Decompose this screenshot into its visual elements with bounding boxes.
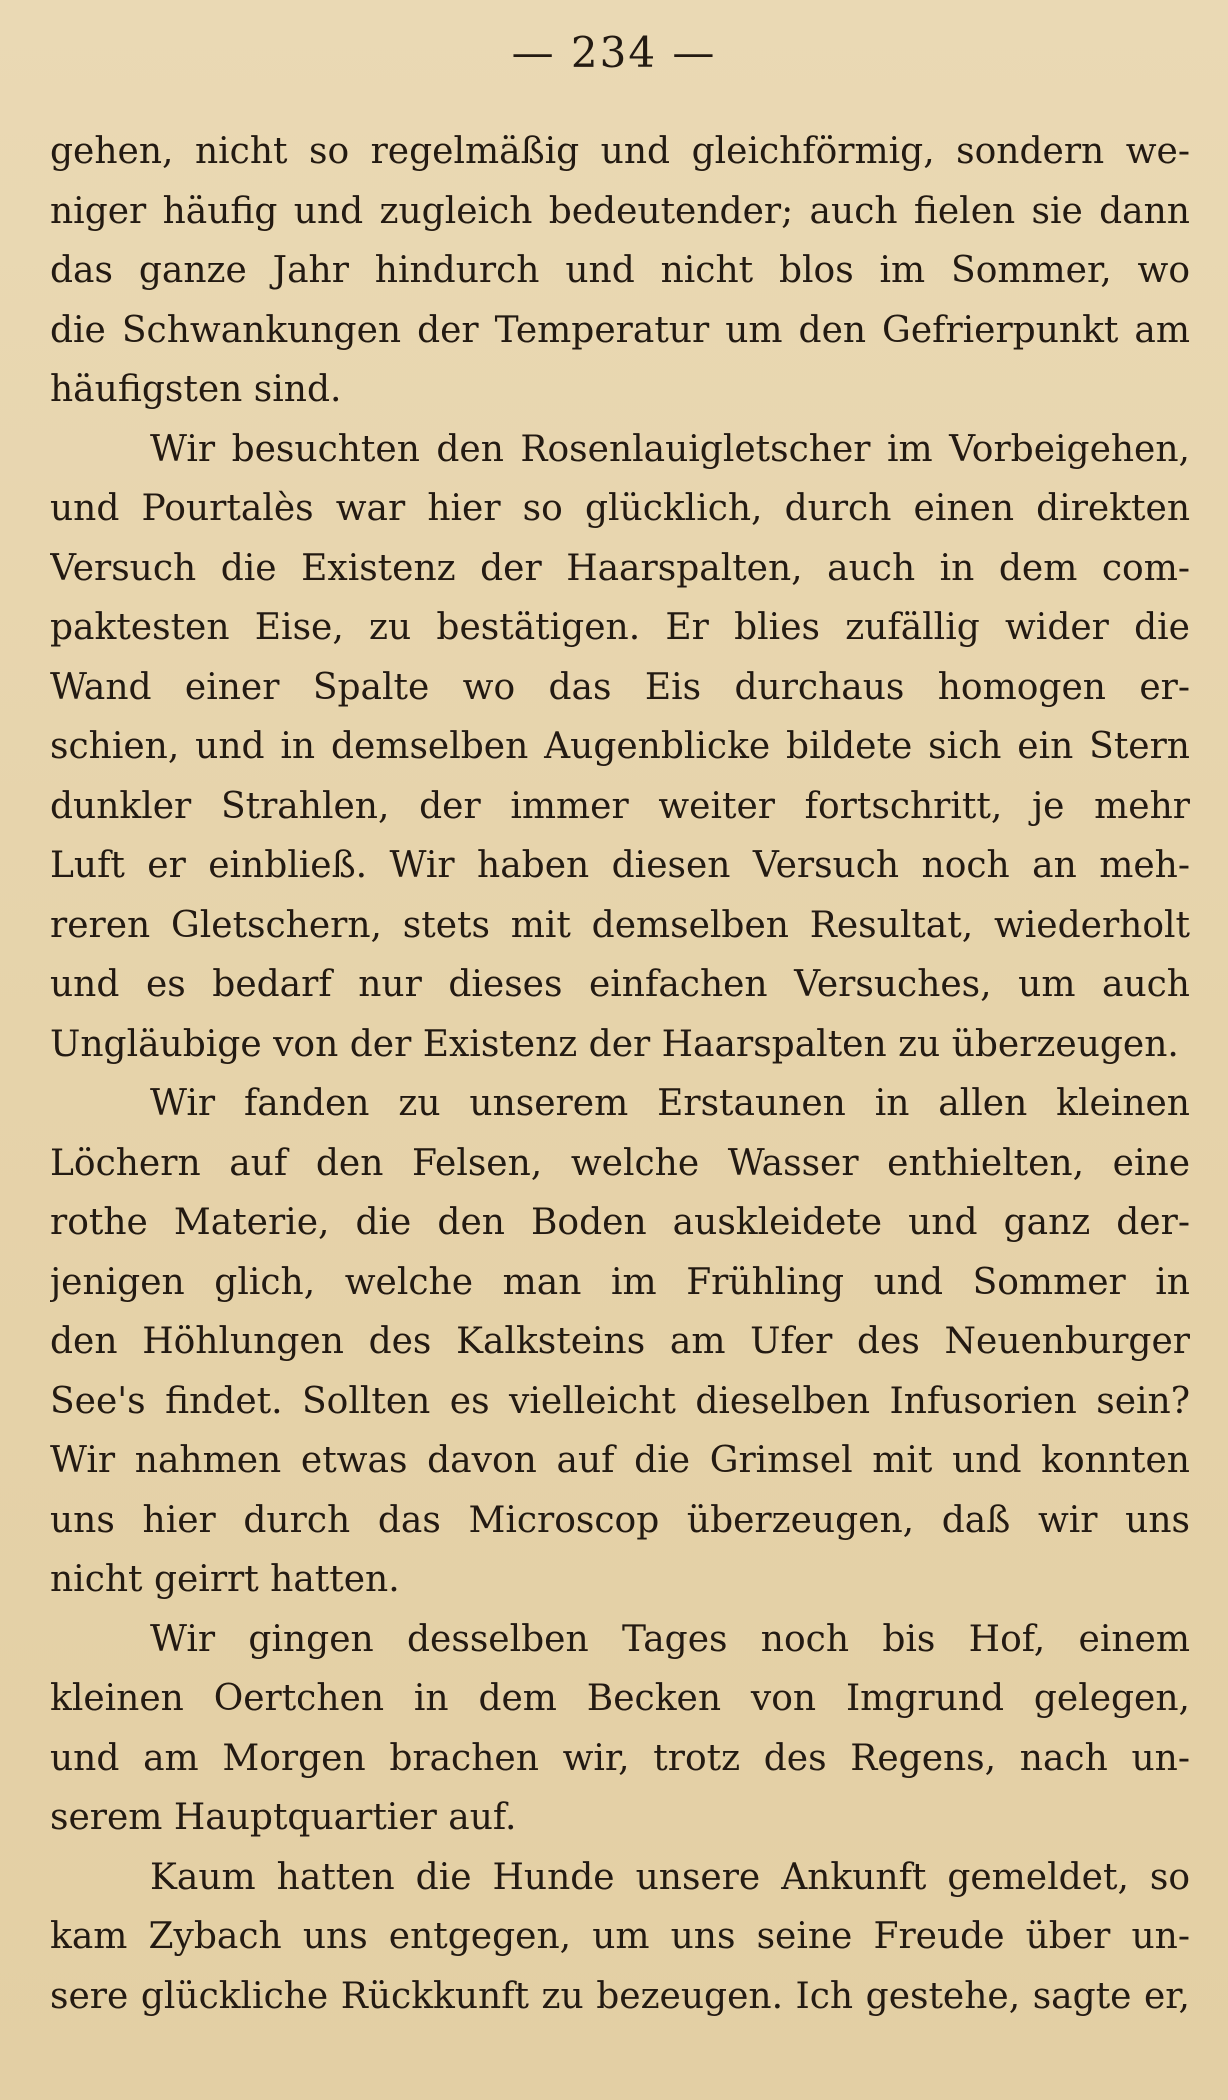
text-line: kam Zybach uns entgegen, um uns seine Freude über un- (50, 1916, 1190, 1957)
text-line: Löchern auf den Felsen, welche Wasser enthielten, eine (50, 1142, 1190, 1184)
text-line: dunkler Strahlen, der immer weiter fortschritt, je mehr (50, 785, 1190, 827)
text-line: paktesten Eise, zu bestätigen. Er blies zufällig wider die (50, 607, 1190, 648)
text-line: Wand einer Spalte wo das Eis durchaus homogen er- (50, 666, 1190, 708)
text-line: Wir gingen desselben Tages noch bis Hof, einem (150, 1618, 1190, 1660)
body-text (50, 122, 1190, 2026)
page-number: — 234 — (511, 28, 717, 77)
text-line: rothe Materie, die den Boden auskleidete und ganz der- (50, 1202, 1190, 1243)
text-line: schien, und in demselben Augenblicke bildete sich ein Stern (50, 726, 1190, 767)
text-line: das ganze Jahr hindurch und nicht blos im Sommer, wo (50, 250, 1190, 291)
text-line: Wir besuchten den Rosenlauigletscher im Vorbeigehen, (150, 428, 1190, 470)
text-line: und am Morgen brachen wir, trotz des Regens, nach un- (50, 1737, 1190, 1779)
text-line: häufigsten sind. (50, 369, 342, 410)
text-line: Luft er einbließ. Wir haben diesen Versuch noch an meh- (50, 845, 1190, 886)
text-line: reren Gletschern, stets mit demselben Resultat, wiederholt (50, 904, 1190, 946)
text-line: niger häufig und zugleich bedeutender; auch fielen sie dann (50, 190, 1190, 232)
text-line: sere glückliche Rückkunft zu bezeugen. Ich gestehe, sagte er, (50, 1975, 1190, 2017)
text-line: gehen, nicht so regelmäßig und gleichförmig, sondern we- (50, 131, 1190, 172)
text-line: Ungläubige von der Existenz der Haarspalten zu überzeugen. (50, 1023, 1179, 1065)
text-line: kleinen Oertchen in dem Becken von Imgrund gelegen, (50, 1678, 1190, 1719)
text-line: und Pourtalès war hier so glücklich, durch einen direkten (50, 488, 1190, 529)
text-line: und es bedarf nur dieses einfachen Versuches, um auch (50, 964, 1190, 1005)
text-line: den Höhlungen des Kalksteins am Ufer des Neuenburger (50, 1321, 1190, 1362)
text-line: jenigen glich, welche man im Frühling und Sommer in (50, 1261, 1190, 1303)
text-line: die Schwankungen der Temperatur um den Gefrierpunkt am (50, 309, 1190, 351)
text-line: Wir nahmen etwas davon auf die Grimsel mit und konnten (50, 1440, 1190, 1481)
text-line: uns hier durch das Microscop überzeugen, daß wir uns (50, 1499, 1190, 1541)
text-line: nicht geirrt hatten. (50, 1559, 400, 1600)
text-line: See's findet. Sollten es vielleicht dieselben Infusorien sein? (50, 1380, 1190, 1422)
text-line: Wir fanden zu unserem Erstaunen in allen kleinen (150, 1083, 1190, 1124)
text-line: Versuch die Existenz der Haarspalten, auch in dem com- (50, 547, 1190, 589)
text-line: Kaum hatten die Hunde unsere Ankunft gemeldet, so (150, 1856, 1190, 1898)
text-line: serem Hauptquartier auf. (50, 1797, 517, 1838)
